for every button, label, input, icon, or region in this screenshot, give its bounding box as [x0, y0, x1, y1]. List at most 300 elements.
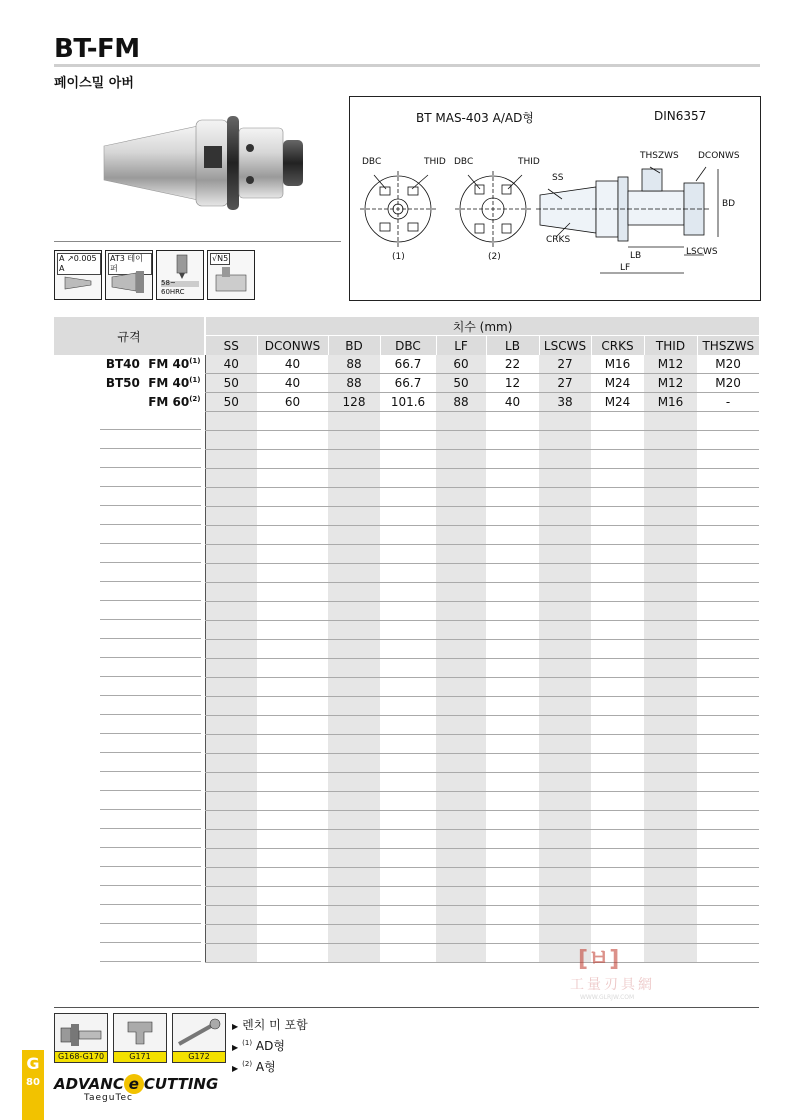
table-cell — [436, 488, 486, 507]
table-cell — [644, 621, 697, 640]
row-spec-name — [54, 944, 205, 963]
table-cell — [380, 431, 436, 450]
table-cell — [205, 735, 257, 754]
table-cell — [257, 564, 328, 583]
table-cell — [697, 773, 759, 792]
table-cell — [436, 906, 486, 925]
table-cell — [486, 602, 539, 621]
table-cell — [697, 412, 759, 431]
table-cell — [205, 659, 257, 678]
table-cell — [486, 431, 539, 450]
table-cell — [591, 659, 644, 678]
table-cell — [380, 621, 436, 640]
col-header: THSZWS — [697, 336, 759, 356]
table-cell — [328, 773, 380, 792]
table-cell — [257, 431, 328, 450]
table-cell — [697, 697, 759, 716]
table-cell: 27 — [539, 355, 591, 374]
table-cell — [697, 450, 759, 469]
table-cell — [591, 431, 644, 450]
table-cell — [697, 811, 759, 830]
table-cell: 40 — [257, 374, 328, 393]
empty-table-row — [54, 792, 759, 811]
table-cell — [644, 868, 697, 887]
brand-logo: ADVANC e CUTTING — [54, 1075, 219, 1093]
empty-table-row — [54, 659, 759, 678]
table-cell — [644, 450, 697, 469]
table-cell — [539, 412, 591, 431]
taper-icon: AT3 테이퍼 — [105, 250, 153, 300]
table-cell — [205, 488, 257, 507]
row-spec-name — [54, 450, 205, 469]
empty-table-row — [54, 754, 759, 773]
col-header: DBC — [380, 336, 436, 356]
table-cell — [486, 507, 539, 526]
table-cell: 60 — [436, 355, 486, 374]
table-cell — [697, 469, 759, 488]
table-cell — [257, 507, 328, 526]
footnote-item: ▶ $^{(2)}$ A형 — [232, 1060, 276, 1074]
dconws-label: DCONWS — [698, 151, 740, 161]
table-cell — [644, 811, 697, 830]
table-cell — [328, 868, 380, 887]
table-cell — [257, 754, 328, 773]
table-cell — [539, 450, 591, 469]
table-cell: 66.7 — [380, 374, 436, 393]
table-cell — [257, 678, 328, 697]
table-cell — [436, 944, 486, 963]
table-cell: 40 — [486, 393, 539, 412]
table-cell — [539, 811, 591, 830]
empty-table-row — [54, 716, 759, 735]
table-cell — [328, 792, 380, 811]
table-cell — [591, 526, 644, 545]
accessory-wrench-head[interactable]: G171 — [113, 1013, 167, 1063]
table-cell — [328, 659, 380, 678]
table-cell — [328, 488, 380, 507]
table-cell — [328, 830, 380, 849]
table-cell — [539, 868, 591, 887]
thszws-label: THSZWS — [640, 151, 679, 161]
table-cell — [644, 697, 697, 716]
table-cell — [205, 925, 257, 944]
table-cell — [328, 944, 380, 963]
table-cell — [257, 659, 328, 678]
table-cell — [539, 488, 591, 507]
table-cell — [328, 507, 380, 526]
table-cell — [328, 450, 380, 469]
table-cell: 40 — [257, 355, 328, 374]
row-spec-name: FM 60$^{(2)}$ — [148, 395, 201, 409]
row-spec-name — [54, 792, 205, 811]
table-cell — [539, 545, 591, 564]
table-cell — [591, 887, 644, 906]
table-cell — [436, 583, 486, 602]
table-cell — [380, 830, 436, 849]
empty-table-row — [54, 830, 759, 849]
table-cell — [380, 659, 436, 678]
table-cell — [380, 469, 436, 488]
table-cell — [539, 830, 591, 849]
table-cell — [205, 868, 257, 887]
table-cell — [486, 621, 539, 640]
table-cell — [205, 621, 257, 640]
table-cell — [380, 545, 436, 564]
table-cell — [486, 469, 539, 488]
table-cell — [697, 545, 759, 564]
table-cell — [486, 450, 539, 469]
table-cell — [486, 906, 539, 925]
table-cell — [257, 640, 328, 659]
table-cell — [697, 583, 759, 602]
table-cell — [436, 754, 486, 773]
table-cell — [328, 716, 380, 735]
empty-table-row — [54, 602, 759, 621]
table-cell — [697, 564, 759, 583]
table-cell — [380, 602, 436, 621]
table-cell — [328, 621, 380, 640]
table-cell — [697, 526, 759, 545]
table-cell — [486, 659, 539, 678]
table-cell — [486, 944, 539, 963]
table-cell — [380, 412, 436, 431]
table-cell — [486, 925, 539, 944]
row-spec-name — [54, 564, 205, 583]
table-cell — [436, 811, 486, 830]
row-spec-name — [54, 412, 205, 431]
section-tab: G 80 — [22, 1050, 44, 1120]
row-spec-name: BT40 FM 40$^{(1)}$ — [105, 357, 201, 372]
table-cell — [328, 678, 380, 697]
table-cell — [328, 602, 380, 621]
table-cell — [697, 621, 759, 640]
table-cell — [486, 697, 539, 716]
table-cell — [697, 906, 759, 925]
table-cell — [328, 925, 380, 944]
table-cell — [591, 450, 644, 469]
table-cell — [436, 830, 486, 849]
table-cell — [328, 412, 380, 431]
empty-table-row — [54, 868, 759, 887]
table-cell — [436, 621, 486, 640]
table-cell — [257, 906, 328, 925]
row-spec-name — [54, 906, 205, 925]
empty-table-row — [54, 640, 759, 659]
row-spec-name — [54, 754, 205, 773]
table-cell — [436, 678, 486, 697]
row-spec-name — [54, 925, 205, 944]
table-cell — [436, 507, 486, 526]
table-cell — [539, 583, 591, 602]
table-cell — [591, 602, 644, 621]
lf-label: LF — [620, 263, 631, 273]
table-cell — [697, 659, 759, 678]
table-cell — [205, 469, 257, 488]
table-cell — [205, 602, 257, 621]
table-cell — [328, 735, 380, 754]
table-cell: - — [697, 393, 759, 412]
accessory-boring-bar[interactable]: G168-G170 — [54, 1013, 108, 1063]
thid-label-1: THID — [424, 157, 446, 167]
table-row — [54, 393, 759, 412]
table-cell — [205, 792, 257, 811]
row-spec-name — [54, 716, 205, 735]
table-cell — [436, 469, 486, 488]
table-cell — [380, 697, 436, 716]
table-cell: 22 — [486, 355, 539, 374]
table-cell — [380, 811, 436, 830]
col-header: THID — [644, 336, 697, 356]
table-cell — [328, 811, 380, 830]
table-cell — [644, 754, 697, 773]
wrench-head-icon — [114, 1014, 166, 1052]
table-cell: 88 — [328, 374, 380, 393]
arrow-right-icon: ▶ — [232, 1022, 239, 1031]
table-cell — [380, 754, 436, 773]
table-cell — [697, 602, 759, 621]
table-cell — [591, 735, 644, 754]
col-header: DCONWS — [257, 336, 328, 356]
table-cell — [539, 754, 591, 773]
table-cell: M16 — [591, 355, 644, 374]
table-cell: M24 — [591, 374, 644, 393]
table-cell — [380, 944, 436, 963]
table-cell — [205, 450, 257, 469]
table-cell — [591, 830, 644, 849]
row-spec-name — [54, 868, 205, 887]
table-cell: 50 — [436, 374, 486, 393]
table-cell — [697, 431, 759, 450]
table-cell — [380, 678, 436, 697]
table-cell — [436, 735, 486, 754]
table-cell — [644, 564, 697, 583]
table-cell — [539, 697, 591, 716]
table-cell: 40 — [205, 355, 257, 374]
dimension-drawing — [350, 97, 760, 300]
table-cell — [436, 412, 486, 431]
table-cell — [486, 811, 539, 830]
table-cell — [257, 583, 328, 602]
table-cell — [644, 849, 697, 868]
table-cell — [486, 583, 539, 602]
col-header: SS — [205, 336, 257, 356]
table-cell — [380, 906, 436, 925]
row-spec-name — [54, 488, 205, 507]
row-spec-name — [54, 469, 205, 488]
table-cell — [644, 792, 697, 811]
arrow-right-icon: ▶ — [232, 1043, 239, 1052]
table-cell — [436, 564, 486, 583]
table-cell — [380, 640, 436, 659]
table-cell — [380, 507, 436, 526]
table-cell — [539, 716, 591, 735]
table-cell — [257, 944, 328, 963]
table-cell — [205, 640, 257, 659]
table-cell — [328, 697, 380, 716]
table-cell — [644, 640, 697, 659]
table-cell — [257, 811, 328, 830]
table-cell — [644, 659, 697, 678]
row-spec-name — [54, 431, 205, 450]
table-cell — [257, 697, 328, 716]
row-spec-name — [54, 735, 205, 754]
table-cell — [436, 450, 486, 469]
row-spec-name — [54, 526, 205, 545]
table-cell — [539, 431, 591, 450]
table-cell — [486, 488, 539, 507]
hardness-icon: 58~ 60HRC — [156, 250, 204, 300]
table-cell — [539, 849, 591, 868]
table-cell — [539, 678, 591, 697]
table-cell: 60 — [257, 393, 328, 412]
table-cell: M20 — [697, 355, 759, 374]
standard-bt-label: BT MAS-403 A/AD형 — [416, 111, 534, 125]
table-cell — [486, 640, 539, 659]
col-header: BD — [328, 336, 380, 356]
empty-table-row — [54, 507, 759, 526]
table-cell — [591, 906, 644, 925]
table-cell — [205, 526, 257, 545]
dimension-table — [54, 317, 759, 963]
empty-table-row — [54, 849, 759, 868]
table-cell — [380, 792, 436, 811]
table-cell — [380, 925, 436, 944]
table-cell: M20 — [697, 374, 759, 393]
ss-label: SS — [552, 173, 564, 183]
table-cell: M12 — [644, 355, 697, 374]
table-cell — [539, 735, 591, 754]
table-cell — [591, 697, 644, 716]
table-cell — [486, 412, 539, 431]
table-cell — [697, 640, 759, 659]
table-cell — [486, 678, 539, 697]
table-cell — [486, 887, 539, 906]
table-cell — [644, 431, 697, 450]
table-cell — [328, 545, 380, 564]
table-cell — [539, 469, 591, 488]
table-cell — [644, 830, 697, 849]
table-cell — [697, 507, 759, 526]
table-cell — [539, 640, 591, 659]
table-cell — [205, 849, 257, 868]
table-cell — [486, 564, 539, 583]
table-cell — [591, 640, 644, 659]
dbc-label-1: DBC — [362, 157, 382, 167]
table-cell — [257, 830, 328, 849]
table-cell — [486, 754, 539, 773]
table-cell — [644, 925, 697, 944]
table-cell — [697, 944, 759, 963]
page-title: BT-FM — [54, 34, 140, 64]
row-spec-name — [54, 659, 205, 678]
table-cell — [591, 545, 644, 564]
table-cell — [436, 849, 486, 868]
col-header: LF — [436, 336, 486, 356]
row-spec-name — [54, 583, 205, 602]
lb-label: LB — [630, 251, 642, 261]
table-cell — [205, 583, 257, 602]
table-cell — [644, 469, 697, 488]
standard-din-label: DIN6357 — [654, 109, 707, 123]
table-cell: 12 — [486, 374, 539, 393]
table-cell — [205, 545, 257, 564]
table-cell: 50 — [205, 374, 257, 393]
crks-label: CRKS — [546, 235, 571, 245]
table-cell — [257, 621, 328, 640]
table-cell — [257, 773, 328, 792]
table-cell — [591, 564, 644, 583]
table-cell — [697, 488, 759, 507]
table-cell — [591, 621, 644, 640]
table-cell — [697, 792, 759, 811]
thid-label-2: THID — [518, 157, 540, 167]
col-header: LSCWS — [539, 336, 591, 356]
col-header: LB — [486, 336, 539, 356]
table-cell: 50 — [205, 393, 257, 412]
empty-table-row — [54, 887, 759, 906]
empty-table-row — [54, 811, 759, 830]
table-cell — [205, 906, 257, 925]
table-cell — [205, 754, 257, 773]
table-cell — [205, 716, 257, 735]
table-cell — [205, 944, 257, 963]
table-cell — [328, 526, 380, 545]
table-cell — [436, 697, 486, 716]
table-cell: 101.6 — [380, 393, 436, 412]
table-cell — [697, 716, 759, 735]
row-spec-name — [54, 621, 205, 640]
row-spec-name — [54, 849, 205, 868]
table-cell — [486, 735, 539, 754]
table-cell — [591, 849, 644, 868]
table-cell — [436, 868, 486, 887]
footnote-item: ▶ 렌치 미 포함 — [232, 1018, 308, 1032]
row-spec-name — [54, 640, 205, 659]
table-cell — [257, 735, 328, 754]
table-cell — [205, 811, 257, 830]
table-cell — [591, 583, 644, 602]
dbc-label-2: DBC — [454, 157, 474, 167]
empty-table-row — [54, 697, 759, 716]
empty-table-row — [54, 469, 759, 488]
table-cell — [380, 773, 436, 792]
arrow-right-icon: ▶ — [232, 1064, 239, 1073]
table-cell — [697, 735, 759, 754]
table-cell — [380, 583, 436, 602]
view-1-label: (1) — [392, 252, 405, 262]
table-cell — [644, 906, 697, 925]
table-row — [54, 374, 759, 393]
table-cell — [486, 849, 539, 868]
accessory-spanner[interactable]: G172 — [172, 1013, 226, 1063]
row-spec-name: BT50 FM 40$^{(1)}$ — [105, 376, 201, 390]
table-cell: M12 — [644, 374, 697, 393]
table-cell — [591, 507, 644, 526]
table-cell — [257, 716, 328, 735]
row-spec-name — [54, 830, 205, 849]
table-cell — [486, 792, 539, 811]
table-cell — [697, 830, 759, 849]
table-cell — [644, 678, 697, 697]
spec-header: 규격 — [54, 317, 205, 355]
footnote-item: ▶ $^{(1)}$ AD형 — [232, 1039, 285, 1053]
table-cell — [644, 545, 697, 564]
table-cell — [486, 526, 539, 545]
title-divider — [54, 64, 760, 67]
surface-finish-icon: √N5 — [207, 250, 255, 300]
table-cell — [697, 754, 759, 773]
table-cell — [257, 792, 328, 811]
